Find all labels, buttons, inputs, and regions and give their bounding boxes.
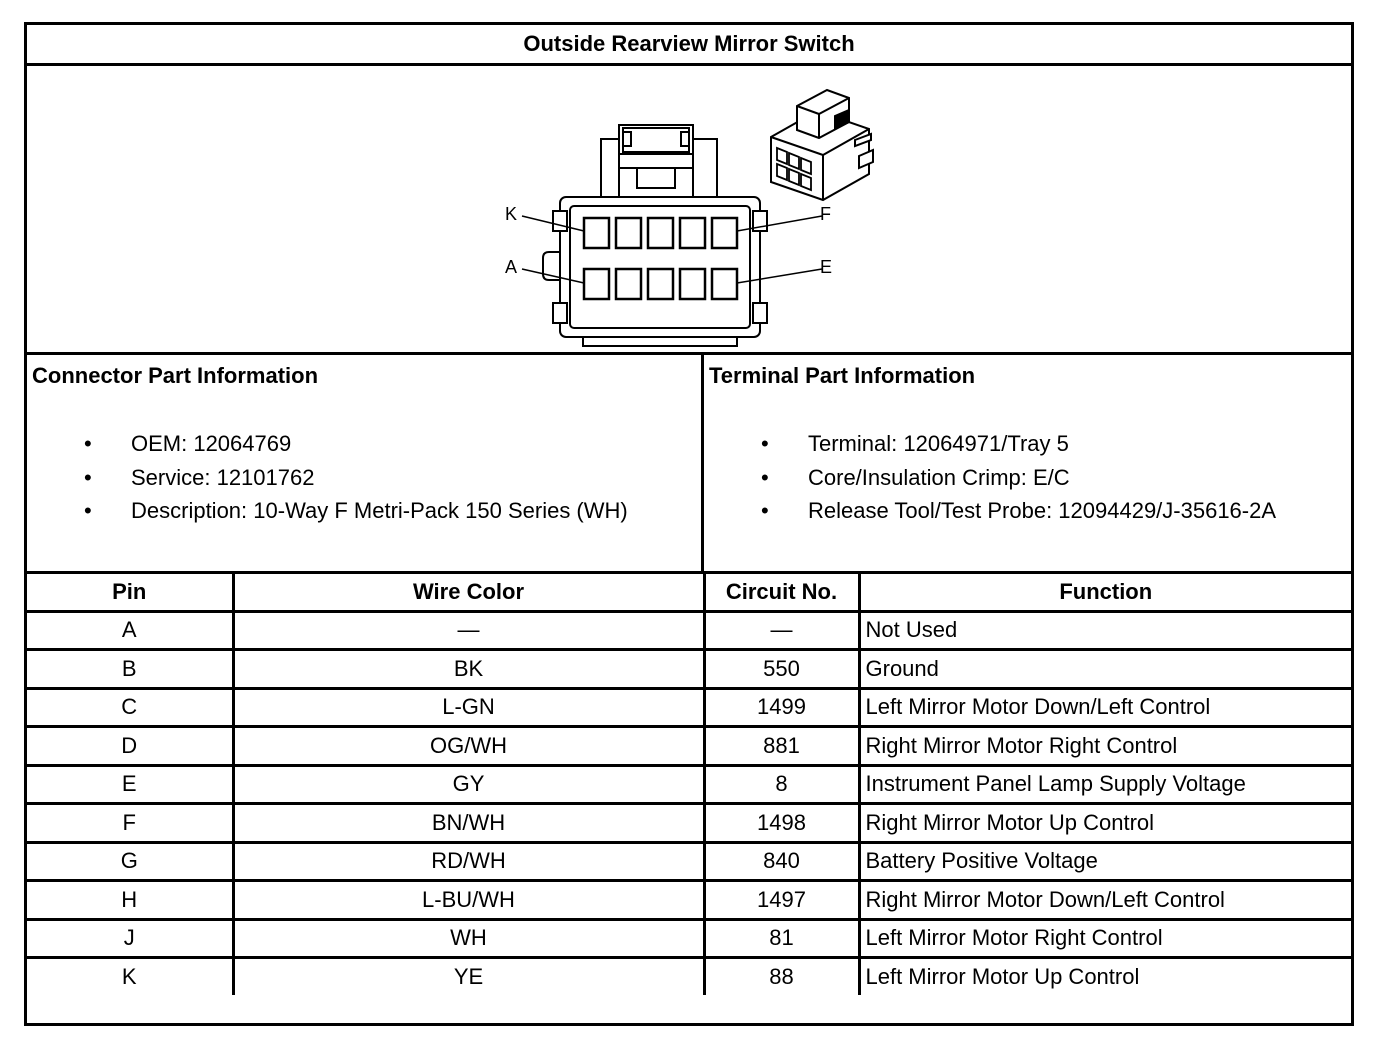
cell-function: Instrument Panel Lamp Supply Voltage [859, 765, 1351, 804]
cell-circuit: 840 [704, 842, 859, 881]
connector-isometric-drawing [771, 90, 873, 200]
pin-label-top-left: K [505, 204, 518, 224]
cell-function: Left Mirror Motor Right Control [859, 919, 1351, 958]
column-header-pin: Pin [27, 574, 233, 611]
pin-label-top-right: F [820, 204, 831, 224]
cell-circuit: — [704, 611, 859, 650]
connector-part-info [27, 355, 704, 571]
cell-wire-color: L-BU/WH [233, 881, 704, 920]
column-header-wire-color: Wire Color [233, 574, 704, 611]
cell-pin: F [27, 804, 233, 843]
cell-circuit: 1497 [704, 881, 859, 920]
bullet: • [84, 431, 92, 456]
terminal-info-heading: Terminal Part Information [709, 363, 976, 388]
cell-wire-color: WH [233, 919, 704, 958]
cell-function: Right Mirror Motor Up Control [859, 804, 1351, 843]
column-header-circuit-no: Circuit No. [704, 574, 859, 611]
cell-wire-color: BN/WH [233, 804, 704, 843]
cell-wire-color: RD/WH [233, 842, 704, 881]
cell-function: Battery Positive Voltage [859, 842, 1351, 881]
cell-circuit: 1498 [704, 804, 859, 843]
table-row [27, 727, 1351, 766]
cell-circuit: 881 [704, 727, 859, 766]
cell-function: Ground [859, 650, 1351, 689]
cell-function: Right Mirror Motor Right Control [859, 727, 1351, 766]
pin-label-bottom-right: E [820, 257, 833, 277]
pin-label-bottom-left: A [505, 257, 518, 277]
connector-oem: OEM: 12064769 [131, 431, 292, 456]
table-row [27, 881, 1351, 920]
cell-circuit: 550 [704, 650, 859, 689]
cell-circuit: 1499 [704, 688, 859, 727]
connector-description: Description: 10-Way F Metri-Pack 150 Series (WH) [131, 498, 628, 523]
bullet: • [761, 464, 769, 490]
bullet: • [84, 498, 92, 523]
table-row [27, 958, 1351, 995]
table-row [27, 688, 1351, 727]
table-row [27, 919, 1351, 958]
cell-wire-color: L-GN [233, 688, 704, 727]
connector-service: Service: 12101762 [131, 464, 315, 490]
bullet: • [761, 431, 769, 456]
pin-table [27, 574, 1351, 995]
cell-pin: B [27, 650, 233, 689]
terminal-part-info [704, 355, 1351, 571]
table-row [27, 765, 1351, 804]
terminal-crimp: Core/Insulation Crimp: E/C [808, 464, 1070, 490]
part-info-row [27, 355, 1351, 574]
connector-info-heading: Connector Part Information [32, 363, 319, 388]
cell-function: Left Mirror Motor Up Control [859, 958, 1351, 995]
terminal-release-tool: Release Tool/Test Probe: 12094429/J-35616-2A [808, 498, 1277, 523]
cell-wire-color: YE [233, 958, 704, 995]
table-header-row [27, 574, 1351, 611]
sheet-title: Outside Rearview Mirror Switch [27, 25, 1351, 66]
cell-pin: A [27, 611, 233, 650]
table-row [27, 842, 1351, 881]
cell-circuit: 81 [704, 919, 859, 958]
cell-circuit: 88 [704, 958, 859, 995]
cell-pin: C [27, 688, 233, 727]
terminal-number: Terminal: 12064971/Tray 5 [808, 431, 1069, 456]
connector-diagram [27, 66, 1351, 352]
table-row [27, 650, 1351, 689]
cell-pin: G [27, 842, 233, 881]
connector-diagram-panel [27, 66, 1351, 355]
cell-wire-color: OG/WH [233, 727, 704, 766]
cell-function: Not Used [859, 611, 1351, 650]
cell-wire-color: — [233, 611, 704, 650]
table-row [27, 611, 1351, 650]
column-header-function: Function [859, 574, 1351, 611]
bullet: • [761, 498, 769, 523]
cell-wire-color: GY [233, 765, 704, 804]
cell-function: Right Mirror Motor Down/Left Control [859, 881, 1351, 920]
cell-function: Left Mirror Motor Down/Left Control [859, 688, 1351, 727]
cell-circuit: 8 [704, 765, 859, 804]
cell-pin: H [27, 881, 233, 920]
cell-pin: J [27, 919, 233, 958]
cell-pin: K [27, 958, 233, 995]
connector-face-drawing [543, 125, 767, 346]
connector-sheet [24, 22, 1354, 1026]
cell-wire-color: BK [233, 650, 704, 689]
table-row [27, 804, 1351, 843]
cell-pin: E [27, 765, 233, 804]
cell-pin: D [27, 727, 233, 766]
bullet: • [84, 464, 92, 490]
